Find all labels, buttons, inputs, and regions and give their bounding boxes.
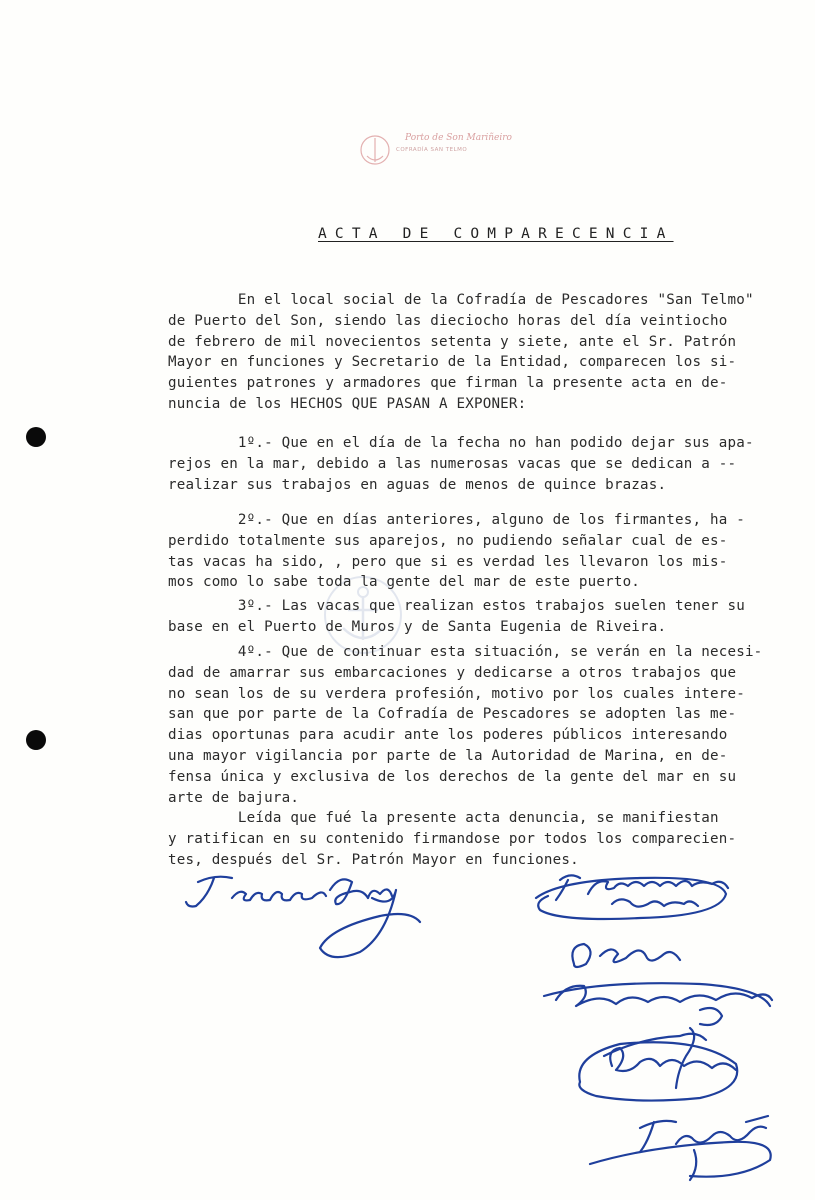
text-line: 4º.- Que de continuar esta situación, se verán en la necesi- <box>168 644 763 660</box>
text-line: y ratifican en su contenido firmandose por todos los comparecien- <box>168 830 737 847</box>
paragraph-intro <box>168 290 808 415</box>
paragraph-point-2 <box>168 510 808 593</box>
watermark-subtext: COFRADÍA SAN TELMO <box>396 147 468 153</box>
paragraph-point-4 <box>168 642 808 808</box>
text-line: san que por parte de la Cofradía de Pescadores se adopten las me- <box>168 706 737 723</box>
signature-left <box>186 877 420 957</box>
text-line: base en el Puerto de Muros y de Santa Eugenia de Riveira. <box>168 618 667 635</box>
text-line: 2º.- Que en días anteriores, alguno de los firmantes, ha - <box>168 512 745 528</box>
text-line: una mayor vigilancia por parte de la Autoridad de Marina, en de- <box>168 747 728 764</box>
text-line: tes, después del Sr. Patrón Mayor en funciones. <box>168 851 579 868</box>
signature-right-1 <box>536 875 728 919</box>
text-line: fensa única y exclusiva de los derechos de la gente del mar en su <box>168 768 737 785</box>
text-line: no sean los de su verdera profesión, motivo por los cuales intere- <box>168 685 745 702</box>
paragraph-point-1 <box>168 433 808 495</box>
text-line: Mayor en funciones y Secretario de la Entidad, comparecen los si- <box>168 354 737 371</box>
text-line: perdido totalmente sus aparejos, no pudiendo señalar cual de es- <box>168 532 728 549</box>
watermark-text: Porto de Son Mariñeiro <box>405 133 512 143</box>
text-line: nuncia de los HECHOS QUE PASAN A EXPONER: <box>168 395 527 412</box>
text-line: realizar sus trabajos en aguas de menos de quince brazas. <box>168 476 667 493</box>
text-line: 1º.- Que en el día de la fecha no han podido dejar sus apa- <box>168 435 754 451</box>
text-line: 3º.- Las vacas que realizan estos trabajos suelen tener su <box>168 598 745 614</box>
text-line: tas vacas ha sido, , pero que si es verdad les llevaron los mis- <box>168 553 728 570</box>
signature-right-2 <box>544 944 772 1025</box>
text-line: En el local social de la Cofradía de Pescadores "San Telmo" <box>168 292 754 308</box>
text-line: mos como lo sabe toda la gente del mar de este puerto. <box>168 574 641 591</box>
text-line: dad de amarrar sus embarcaciones y dedicarse a otros trabajos que <box>168 664 737 681</box>
text-line: rejos en la mar, debido a las numerosas vacas que se dedican a -- <box>168 455 737 472</box>
punch-hole-bottom <box>26 730 46 750</box>
signatures-area <box>0 860 815 1200</box>
punch-hole-top <box>26 427 46 447</box>
text-line: arte de bajura. <box>168 789 300 806</box>
signature-right-4 <box>590 1116 771 1180</box>
text-line: de Puerto del Son, siendo las dieciocho horas del día veintiocho <box>168 312 728 329</box>
text-line: guientes patrones y armadores que firman la presente acta en de- <box>168 375 728 392</box>
signature-right-3 <box>579 1028 737 1101</box>
text-line: Leída que fué la presente acta denuncia, se manifiestan <box>168 810 719 826</box>
text-line: dias oportunas para acudir ante los poderes públicos interesando <box>168 727 728 744</box>
document-title: ACTA DE COMPARECENCIA <box>318 226 674 242</box>
text-line: de febrero de mil novecientos setenta y siete, ante el Sr. Patrón <box>168 333 737 350</box>
paragraph-point-3 <box>168 596 808 638</box>
